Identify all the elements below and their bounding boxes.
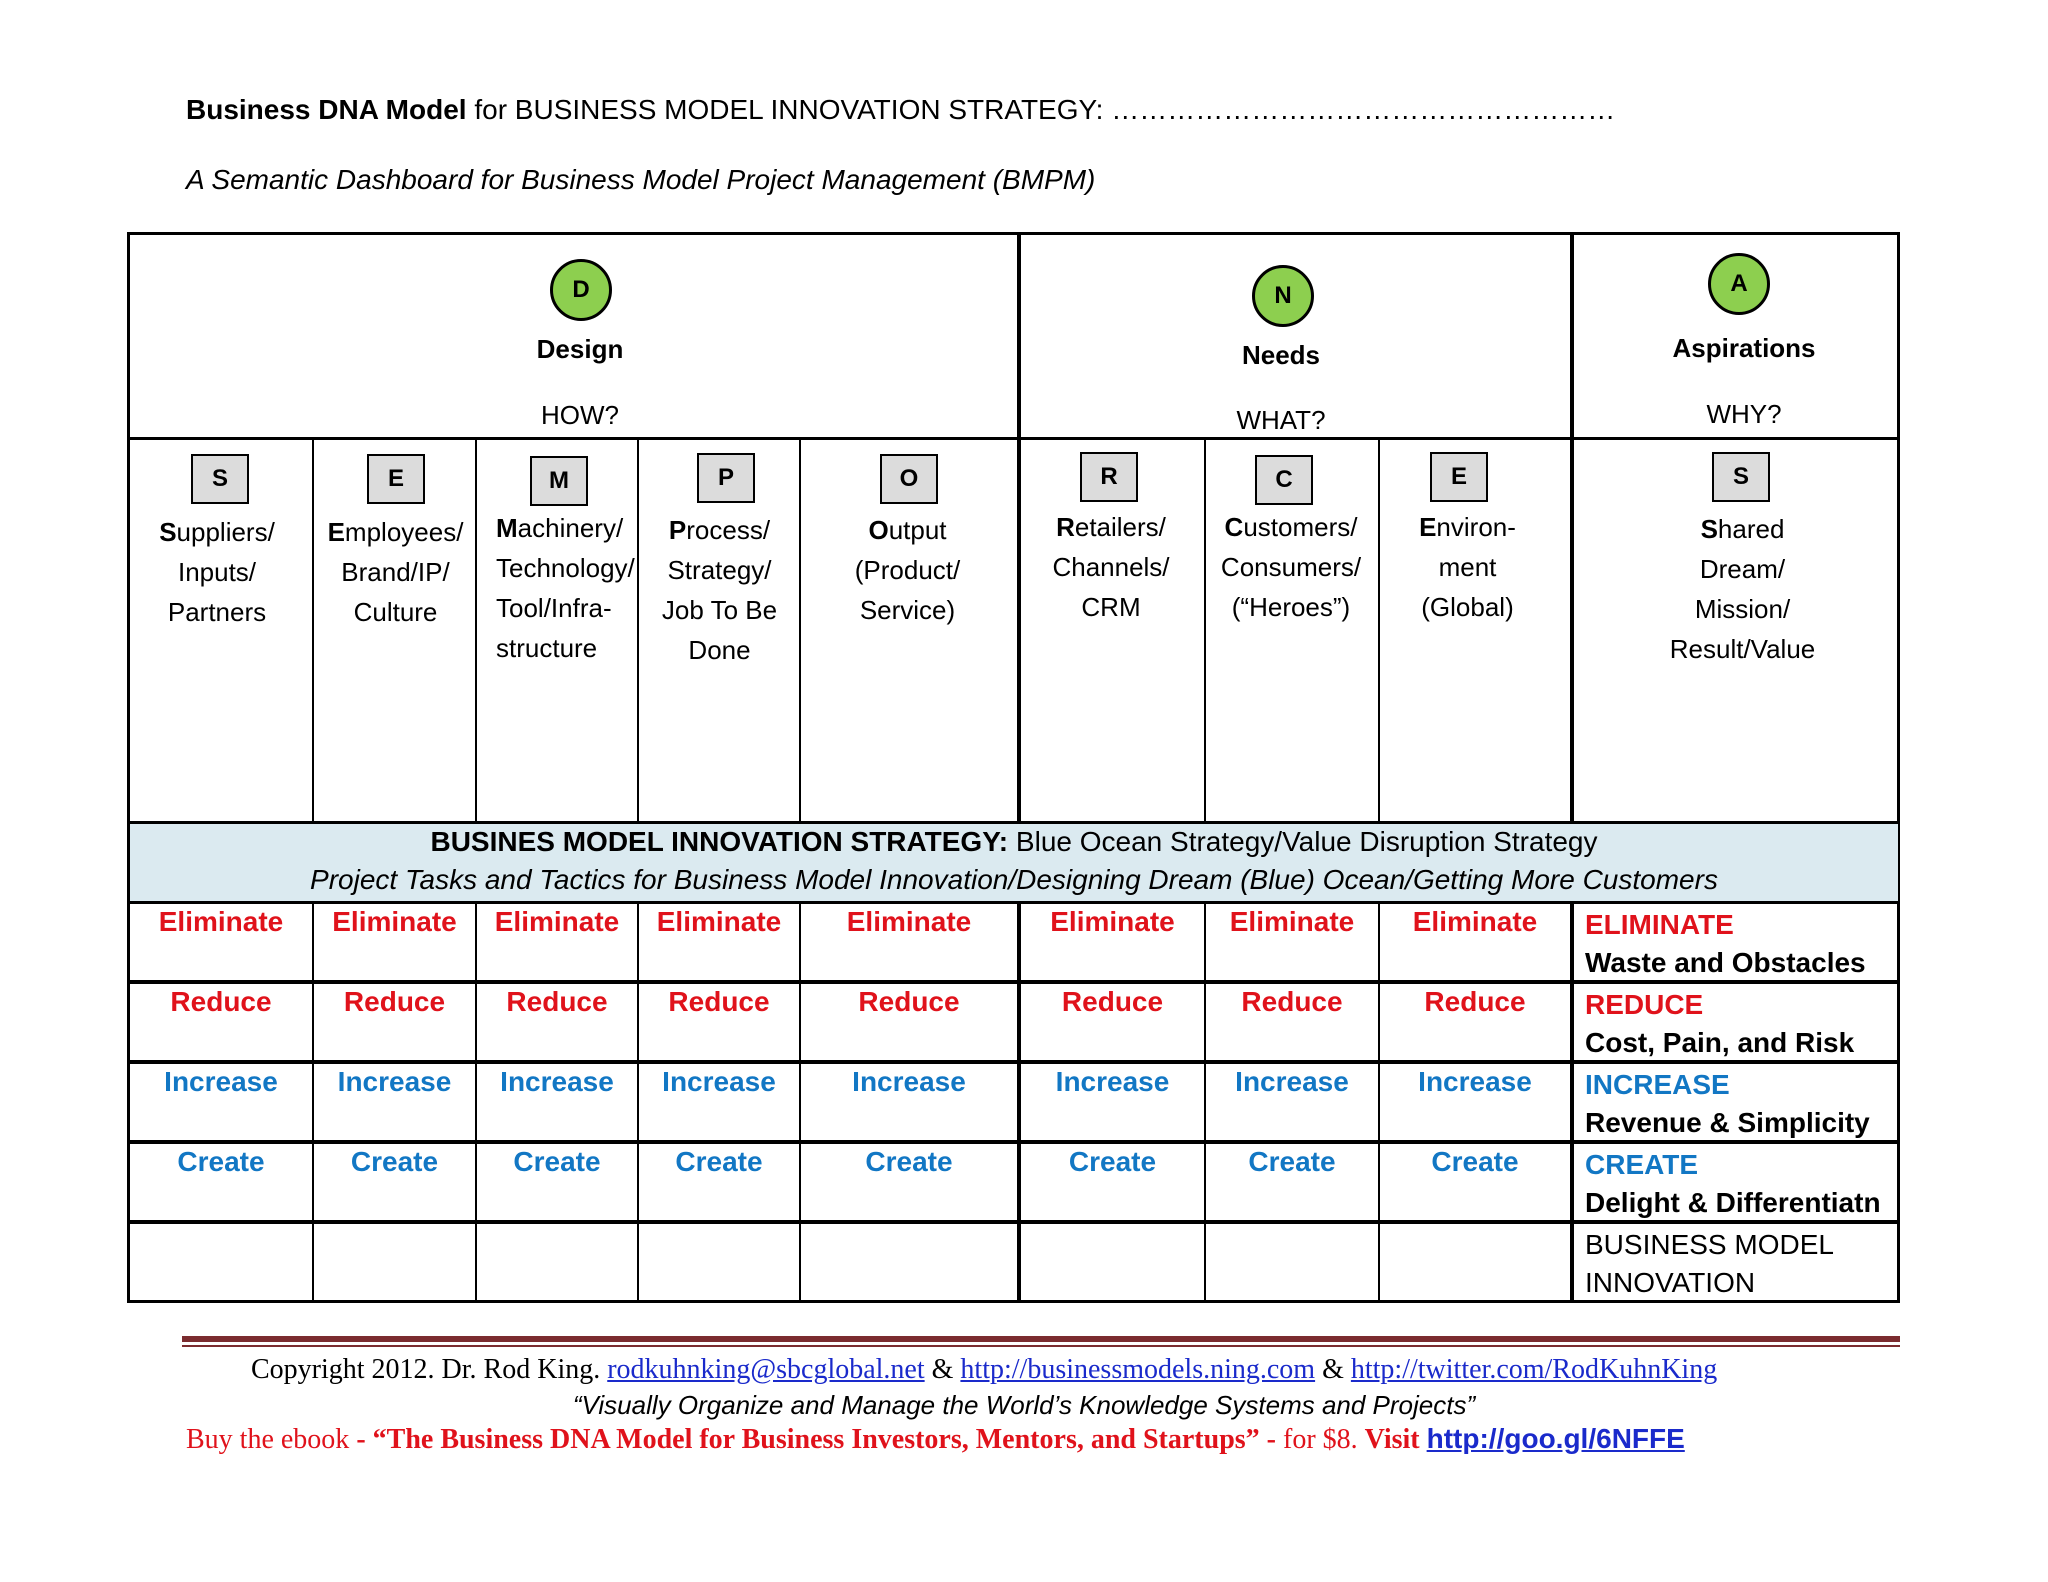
reduce-cell: Reduce xyxy=(1424,986,1526,1017)
column-label-output xyxy=(820,510,995,630)
column-letter-e2: E xyxy=(1430,452,1488,502)
copyright-text: Copyright 2012. Dr. Rod King. xyxy=(251,1354,608,1385)
eliminate-cell: Eliminate xyxy=(158,906,284,937)
domain-a-circle: A xyxy=(1708,253,1770,315)
column-label-retailers xyxy=(1032,507,1190,627)
increase-cell: Increase xyxy=(1418,1066,1532,1097)
label-line: CRM xyxy=(1081,592,1141,622)
label-line: Channels/ xyxy=(1052,552,1170,582)
domain-n-title: Needs xyxy=(1241,340,1321,370)
column-label-customers xyxy=(1207,507,1375,627)
strategy-band-title xyxy=(130,826,1898,858)
reduce-cell: Reduce xyxy=(858,986,960,1017)
eliminate-cell: Eliminate xyxy=(1229,906,1355,937)
right-eliminate xyxy=(1585,906,1866,982)
label-initial: S xyxy=(159,517,177,547)
divider xyxy=(1017,901,1021,1303)
domain-a-title: Aspirations xyxy=(1672,333,1816,363)
label-line: achinery/ xyxy=(517,513,624,543)
create-cell: Create xyxy=(675,1146,763,1177)
footer-rule xyxy=(182,1345,1900,1347)
column-letter-o: O xyxy=(880,454,938,504)
reduce-cell: Reduce xyxy=(1061,986,1164,1017)
band-title-rest: Blue Ocean Strategy/Value Disruption Strategy xyxy=(1008,826,1598,857)
label-line: Partners xyxy=(167,597,267,627)
label-initial: S xyxy=(1700,514,1718,544)
amp-text: & xyxy=(1315,1354,1351,1385)
label-line: Mission/ xyxy=(1694,594,1791,624)
divider xyxy=(1378,901,1380,1303)
column-letter-e: E xyxy=(367,454,425,504)
divider xyxy=(1570,232,1574,824)
column-letter-p: P xyxy=(697,453,755,503)
band-title-bold: BUSINES MODEL INNOVATION STRATEGY: xyxy=(430,826,1009,857)
buy-prefix: Buy the ebook xyxy=(186,1424,357,1455)
column-label-environment xyxy=(1390,507,1545,627)
right-value: Waste and Obstacles xyxy=(1585,947,1866,978)
increase-cell: Increase xyxy=(164,1066,278,1097)
footer-quote: “Visually Organize and Manage the World’s Knowledge Systems and Projects” xyxy=(572,1390,1476,1420)
footer-buy xyxy=(186,1423,1685,1456)
label-line: mployees/ xyxy=(344,517,464,547)
create-cell: Create xyxy=(350,1146,439,1177)
label-line: Strategy/ xyxy=(667,555,772,585)
buy-price: for $8. xyxy=(1276,1424,1365,1455)
eliminate-cell: Eliminate xyxy=(494,906,620,937)
label-initial: C xyxy=(1224,512,1244,542)
increase-cell: Increase xyxy=(1055,1066,1170,1097)
column-letter-s2: S xyxy=(1712,452,1770,502)
reduce-cell: Reduce xyxy=(506,986,608,1017)
label-line: structure xyxy=(496,633,598,663)
domain-n-circle: N xyxy=(1252,265,1314,327)
twitter-link[interactable]: http://twitter.com/RodKuhnKing xyxy=(1350,1354,1718,1385)
label-initial: R xyxy=(1056,512,1075,542)
divider xyxy=(312,901,314,1303)
divider xyxy=(799,901,801,1303)
page-subtitle: A Semantic Dashboard for Business Model Project Management (BMPM) xyxy=(186,164,1096,195)
email-link[interactable]: rodkuhnking@sbcglobal.net xyxy=(607,1354,925,1385)
label-line: rocess/ xyxy=(686,515,771,545)
eliminate-cell: Eliminate xyxy=(846,906,972,937)
domain-d-question: HOW? xyxy=(541,400,619,430)
label-initial: M xyxy=(496,513,518,543)
right-value: INNOVATION xyxy=(1585,1267,1756,1298)
label-line: Tool/Infra- xyxy=(496,593,612,623)
divider xyxy=(475,901,477,1303)
create-cell: Create xyxy=(513,1146,601,1177)
right-value: Revenue & Simplicity xyxy=(1585,1107,1870,1138)
column-label-shared xyxy=(1630,509,1855,669)
label-line: nviron- xyxy=(1436,512,1516,542)
label-line: (“Heroes”) xyxy=(1231,592,1351,622)
column-label-process xyxy=(642,510,797,670)
visit-text: Visit xyxy=(1364,1424,1427,1455)
create-cell: Create xyxy=(177,1146,265,1177)
label-initial: E xyxy=(1419,512,1437,542)
label-line: utput xyxy=(888,515,947,545)
label-initial: O xyxy=(868,515,889,545)
divider xyxy=(127,901,1900,904)
label-line: etailers/ xyxy=(1074,512,1166,542)
right-key: INCREASE xyxy=(1585,1069,1730,1100)
eliminate-cell: Eliminate xyxy=(656,906,782,937)
reduce-cell: Reduce xyxy=(1241,986,1343,1017)
footer-copyright xyxy=(251,1354,1717,1386)
footer-rule xyxy=(182,1336,1900,1342)
divider xyxy=(799,440,801,824)
divider xyxy=(637,901,639,1303)
page-title xyxy=(186,94,1615,126)
title-rest: for BUSINESS MODEL INNOVATION STRATEGY: ……………………………………………… xyxy=(466,94,1616,125)
label-initial: P xyxy=(668,515,687,545)
right-key: BUSINESS MODEL xyxy=(1585,1229,1834,1260)
eliminate-cell: Eliminate xyxy=(1050,906,1175,937)
label-line: hared xyxy=(1717,514,1785,544)
right-key: ELIMINATE xyxy=(1585,909,1734,940)
divider xyxy=(1570,901,1574,1303)
divider xyxy=(475,440,477,824)
column-letter-m: M xyxy=(530,456,588,506)
label-line: uppliers/ xyxy=(176,517,275,547)
label-line: Result/Value xyxy=(1669,634,1816,664)
label-initial: E xyxy=(327,517,345,547)
label-line: ment xyxy=(1438,552,1497,582)
column-label-machinery xyxy=(496,508,641,668)
right-value: Cost, Pain, and Risk xyxy=(1585,1027,1855,1058)
label-line: Inputs/ xyxy=(177,557,257,587)
divider xyxy=(1378,440,1380,824)
increase-cell: Increase xyxy=(1235,1066,1349,1097)
label-line: Technology/ xyxy=(496,553,635,583)
reduce-cell: Reduce xyxy=(170,986,272,1017)
right-reduce xyxy=(1585,986,1854,1062)
increase-cell: Increase xyxy=(500,1066,614,1097)
label-line: Job To Be xyxy=(661,595,778,625)
reduce-cell: Reduce xyxy=(668,986,770,1017)
create-cell: Create xyxy=(1248,1146,1336,1177)
label-line: (Product/ xyxy=(854,555,961,585)
label-line: Brand/IP/ xyxy=(341,557,450,587)
column-label-suppliers xyxy=(142,512,292,632)
increase-cell: Increase xyxy=(662,1066,776,1097)
create-cell: Create xyxy=(1431,1146,1519,1177)
label-line: ustomers/ xyxy=(1243,512,1358,542)
create-cell: Create xyxy=(1068,1146,1157,1177)
increase-cell: Increase xyxy=(337,1066,452,1097)
amp-text: & xyxy=(924,1354,961,1385)
column-letter-r: R xyxy=(1080,452,1138,502)
right-create xyxy=(1585,1146,1881,1222)
domain-a-question: WHY? xyxy=(1706,399,1782,429)
buy-title: - “The Business DNA Model for Business Investors, Mentors, and Startups” - xyxy=(356,1424,1276,1455)
divider xyxy=(1204,901,1206,1303)
label-line: Service) xyxy=(859,595,956,625)
label-line: Dream/ xyxy=(1699,554,1786,584)
divider xyxy=(312,440,314,824)
label-line: Done xyxy=(688,635,751,665)
reduce-cell: Reduce xyxy=(343,986,446,1017)
create-cell: Create xyxy=(865,1146,953,1177)
ebook-link[interactable]: http://goo.gl/6NFFE xyxy=(1426,1423,1685,1454)
right-key: CREATE xyxy=(1585,1149,1699,1180)
domain-n-question: WHAT? xyxy=(1236,405,1326,435)
strategy-band-subtitle: Project Tasks and Tactics for Business Model Innovation/Designing Dream (Blue) Ocean/Getting More Customers xyxy=(310,864,1718,895)
divider xyxy=(127,437,1900,440)
right-value: Delight & Differentiatn xyxy=(1585,1187,1881,1218)
label-line: Culture xyxy=(353,597,438,627)
eliminate-cell: Eliminate xyxy=(332,906,457,937)
title-bold: Business DNA Model xyxy=(186,94,467,125)
column-letter-s: S xyxy=(191,454,249,504)
label-line: Consumers/ xyxy=(1220,552,1362,582)
column-letter-c: C xyxy=(1255,455,1313,505)
divider xyxy=(1017,232,1021,824)
right-key: REDUCE xyxy=(1585,989,1704,1020)
domain-d-circle: D xyxy=(550,259,612,321)
right-increase xyxy=(1585,1066,1870,1142)
label-line: (Global) xyxy=(1421,592,1514,622)
eliminate-cell: Eliminate xyxy=(1412,906,1538,937)
column-label-employees xyxy=(318,512,473,632)
right-bmi xyxy=(1585,1226,1834,1302)
ning-link[interactable]: http://businessmodels.ning.com xyxy=(960,1354,1316,1385)
increase-cell: Increase xyxy=(852,1066,966,1097)
divider xyxy=(1204,440,1206,824)
divider xyxy=(127,821,1900,824)
domain-d-title: Design xyxy=(536,334,624,364)
